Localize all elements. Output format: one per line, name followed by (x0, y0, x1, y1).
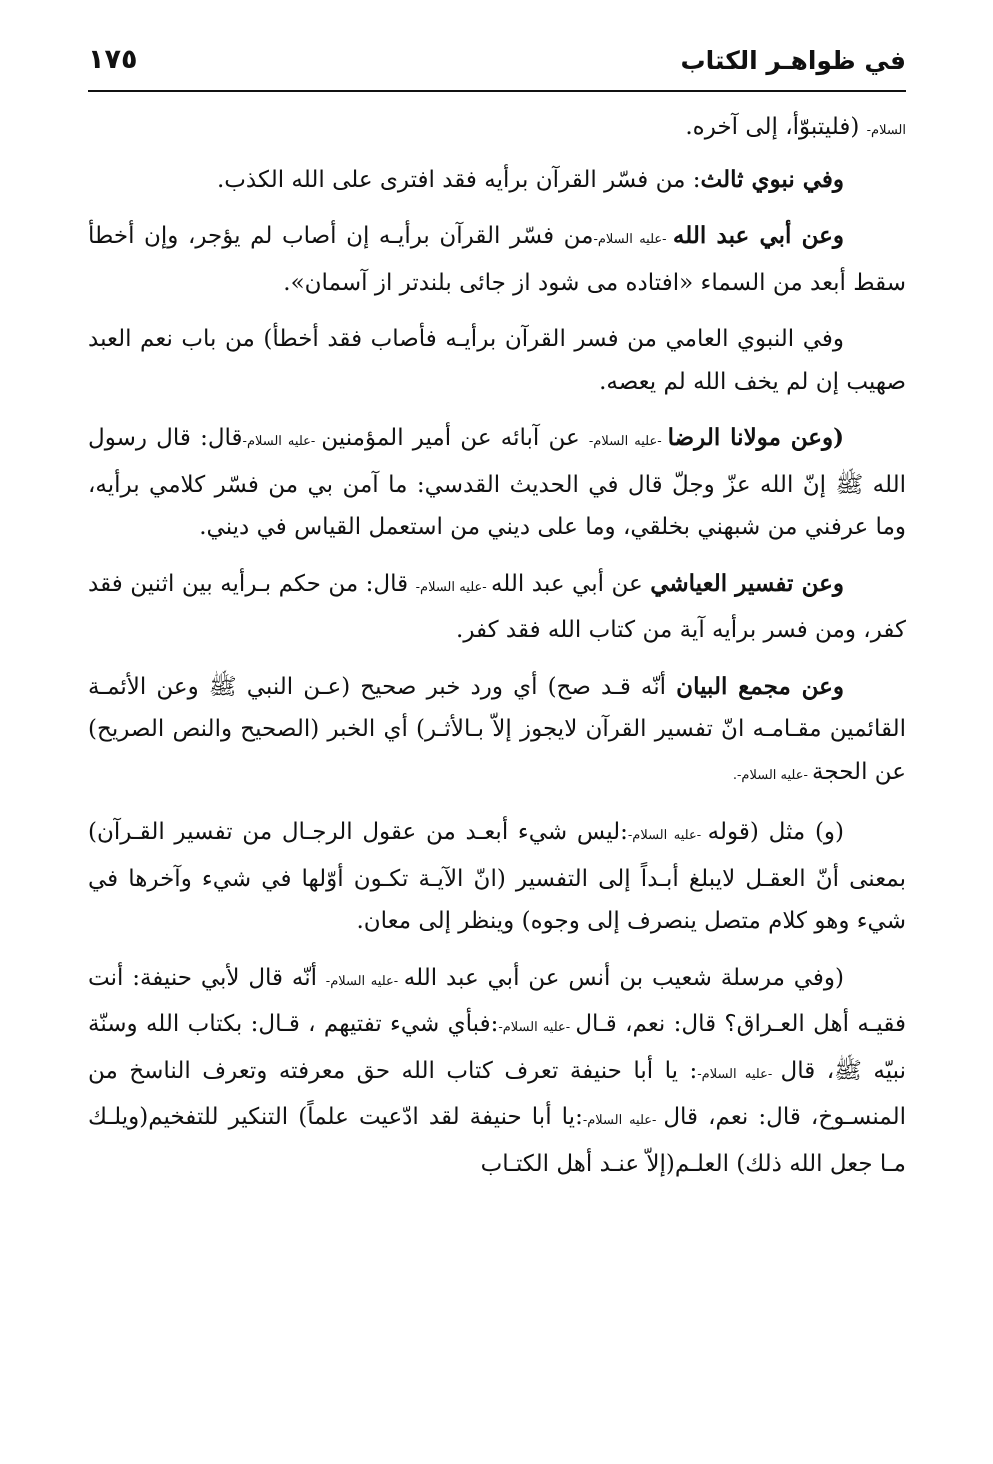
paragraph-3 (88, 215, 906, 304)
honorific: -عليه السلام- (498, 1020, 576, 1035)
paragraph-7 (88, 666, 906, 798)
text-run: أنّه قال لأبي حنيفة: أنت فقيـه أهل العـراق؟ قال: نعم، قـال (88, 964, 907, 1037)
body-text (88, 106, 906, 1199)
text-run: : يا أبا حنيفة تعرف كتاب الله حق معرفته وتعرف الناسخ من المنسـوخ، قال: نعم، قال (88, 1057, 906, 1130)
text-run: من فسّر القرآن برأيـه إن أصاب لم يؤجر، وإن أخطأ سقط أبعد من السماء «افتاده مى شود از جائى بلندتر از آسمان». (88, 223, 906, 296)
page-header (88, 42, 906, 88)
honorific: -عليه السلام- (588, 434, 668, 449)
text-run: قال: من حكم بـرأيه بين اثنين فقد كفر، ومن فسر برأيه آية من كتاب الله فقد كفر. (88, 570, 906, 643)
paragraph-2 (88, 159, 906, 202)
running-title: في ظواهـر الكتاب (680, 46, 906, 75)
text-run: وفي النبوي العامي من فسر القرآن برأيـه فأصاب فقد أخطأ) من باب نعم العبد صهيب إن لم يخف الله لم يعصه. (88, 326, 906, 395)
text-run: أنّه قـد صح) أي ورد خبر صحيح (عـن النبي ﷺ وعن الأئمـة القائمين مقـامـه انّ تفسير القرآن لايجوز إلاّ بـالأثـر) أي الخبر (الصحيح والنص الصريح) عن الحجة (88, 673, 906, 785)
honorific: -عليه السلام- (325, 973, 404, 989)
text-run: (وفي مرسلة شعيب بن أنس عن أبي عبد الله (403, 964, 844, 991)
page-number: ١٧٥ (88, 44, 138, 75)
text-run: :يا أبا حنيفة لقد ادّعيت علماً) التنكير للتفخيم(ويلـك مـا جعل الله ذلك) العلـم(إلاّ عنـد أهل الكتـاب (88, 1104, 906, 1177)
honorific: -عليه السلام-. (732, 767, 813, 783)
text-run: عن آبائه عن أمير المؤمنين (321, 425, 589, 451)
text-run: :فبأي شيء تفتيهم ، قـال: بكتاب الله وسنّة نبيّه ﷺ، قال (88, 1011, 907, 1084)
text-run: (فليتبوّأ، إلى آخره. (685, 114, 867, 140)
honorific: -عليه السلام- (697, 1066, 781, 1082)
paragraph-1 (88, 106, 906, 153)
bold-run: وعن مجمع البيان (676, 672, 844, 700)
text-run: :ليس شيء أبعـد من عقول الرجـال من تفسير القـرآن) بمعنى أنّ العقـل لايبلغ أبـداً إلى التفسير (انّ الآيـة تكـون أوّلها في شيء وآخرها في شيء وهو كلام متصل ينصرف إلى وجوه) وينظر إلى معان. (88, 819, 906, 934)
honorific: السلام- (866, 123, 906, 138)
text-run: : من فسّر القرآن برأيه فقد افترى على الله الكذب. (216, 166, 701, 193)
bold-run: وعن تفسير العياشي (650, 569, 844, 597)
honorific: -عليه السلام- (627, 828, 708, 843)
paragraph-4 (88, 318, 906, 403)
paragraph-9 (88, 957, 906, 1186)
paragraph-8 (88, 811, 906, 943)
honorific: -عليه السلام- (242, 434, 322, 449)
honorific: -عليه السلام- (582, 1113, 664, 1128)
bold-run: وعن أبي عبد الله (672, 222, 845, 249)
honorific: -عليه السلام- (593, 232, 673, 247)
bold-run: (وعن مولانا الرضا (667, 424, 844, 451)
honorific: -عليه السلام- (415, 579, 491, 595)
text-run: (و) مثل (قوله (707, 819, 845, 845)
paragraph-6 (88, 563, 906, 652)
header-rule (88, 90, 906, 92)
text-run: قال: قال رسول الله ﷺ إنّ الله عزّ وجلّ قال في الحديث القدسي: ما آمن بي من فسّر كلامي برأيه، وما عرفني من شبهني بخلقي، وما على ديني من استعمل القياس في ديني. (88, 425, 906, 540)
paragraph-5 (88, 417, 906, 549)
text-run: عن أبي عبد الله (490, 570, 651, 597)
bold-run: وفي نبوي ثالث (700, 165, 844, 193)
